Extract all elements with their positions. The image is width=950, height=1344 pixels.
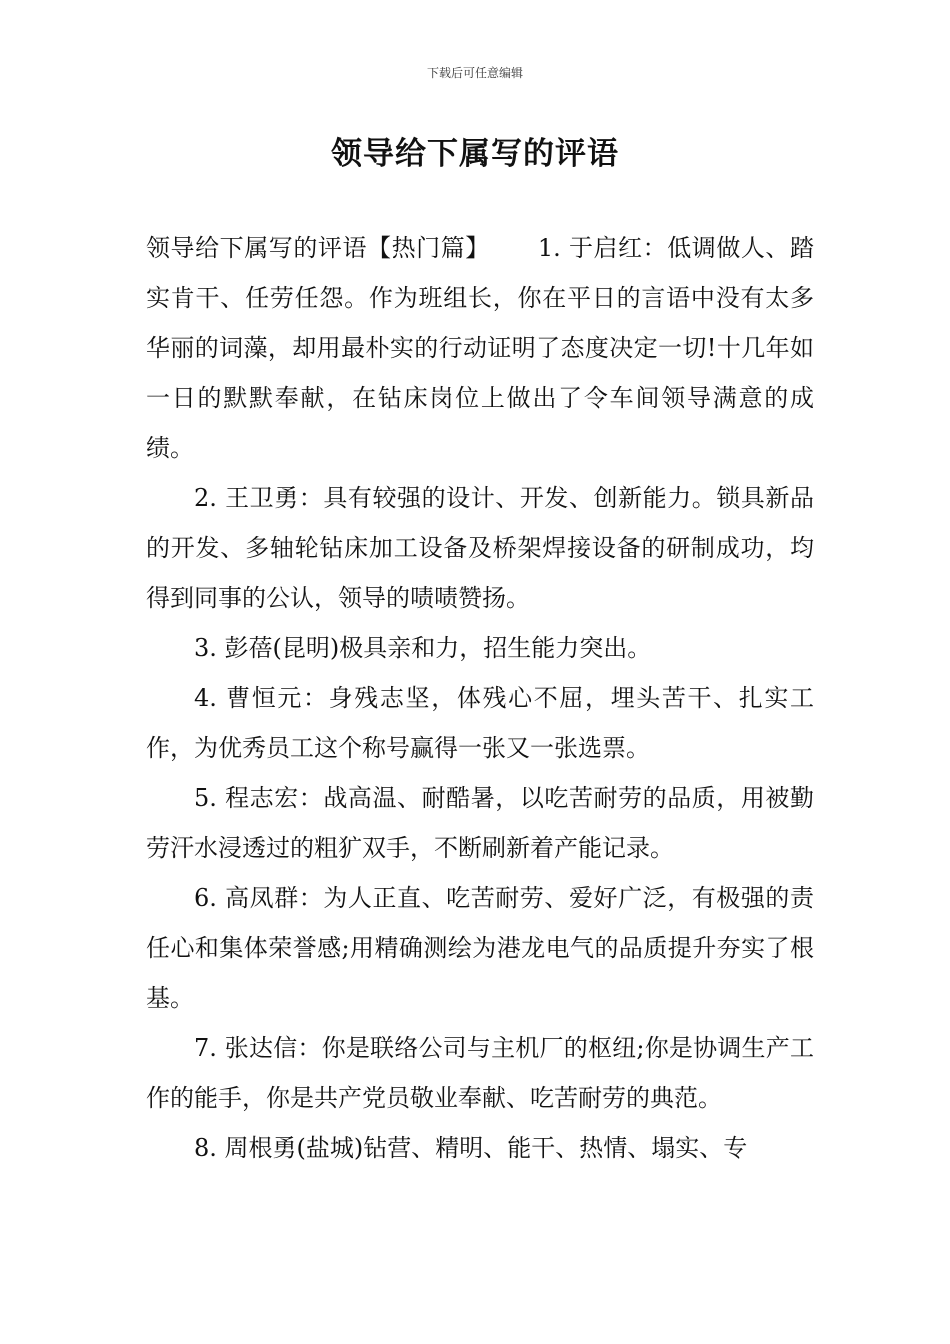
paragraph-item-4: 4. 曹恒元：身残志坚，体残心不屈，埋头苦干、扎实工作，为优秀员工这个称号赢得一张又一张选票。 bbox=[146, 684, 814, 762]
paragraph-item-8: 8. 周根勇(盐城)钻营、精明、能干、热情、塌实、专 bbox=[194, 1134, 748, 1162]
header-note: 下载后可任意编辑 bbox=[426, 66, 523, 80]
paragraph-item-7: 7. 张达信：你是联络公司与主机厂的枢纽;你是协调生产工作的能手，你是共产党员敬业奉献、吃苦耐劳的典范。 bbox=[146, 1034, 814, 1112]
paragraph-item-3: 3. 彭蓓(昆明)极具亲和力，招生能力突出。 bbox=[194, 634, 652, 662]
intro-lead: 领导给下属写的评语【热门篇】 bbox=[146, 234, 490, 262]
document-title: 领导给下属写的评语 bbox=[331, 136, 619, 172]
paragraph-item-6: 6. 高凤群：为人正直、吃苦耐劳、爱好广泛，有极强的责任心和集体荣誉感;用精确测绘为港龙电气的品质提升夯实了根基。 bbox=[146, 884, 814, 1012]
paragraph-item-5: 5. 程志宏：战高温、耐酷暑，以吃苦耐劳的品质，用被勤劳汗水浸透过的粗犷双手，不断刷新着产能记录。 bbox=[146, 784, 814, 862]
paragraph-item-2: 2. 王卫勇：具有较强的设计、开发、创新能力。锁具新品的开发、多轴轮钻床加工设备及桥架焊接设备的研制成功，均得到同事的公认，领导的啧啧赞扬。 bbox=[146, 484, 814, 612]
intro-item-1: 1. 于启红：低调做人、踏实肯干、任劳任怨。作为班组长，你在平日的言语中没有太多华丽的词藻，却用最朴实的行动证明了态度决定一切!十几年如一日的默默奉献，在钻床岗位上做出了令车间领导满意的成绩。 bbox=[146, 234, 814, 462]
intro-paragraph bbox=[146, 223, 814, 473]
document-body bbox=[146, 223, 814, 1173]
